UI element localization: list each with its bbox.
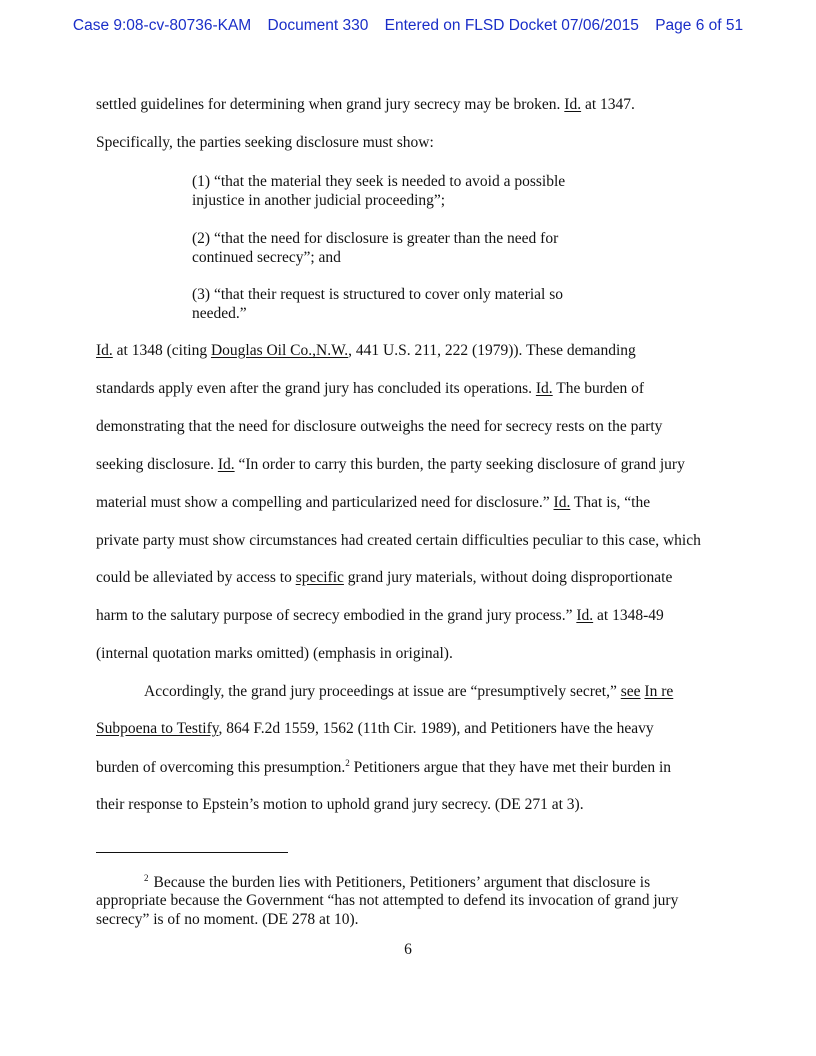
body-line: (internal quotation marks omitted) (emphasis in original).: [96, 645, 453, 662]
footnote: [96, 869, 716, 929]
page-number: 6: [404, 941, 412, 958]
body-line: seeking disclosure. Id. “In order to carry this burden, the party seeking disclosure of grand jury: [96, 456, 685, 473]
id-citation: Id.: [553, 494, 571, 511]
id-citation: Id.: [96, 342, 113, 359]
id-citation: Id.: [217, 456, 235, 473]
id-citation: Id.: [564, 96, 582, 113]
docket-header: [0, 17, 816, 35]
page-of: Page 6 of 51: [655, 17, 744, 34]
body-line: could be alleviated by access to specific grand jury materials, without doing disproportionate: [96, 569, 673, 586]
footnote-divider: [96, 852, 288, 853]
body-line: Accordingly, the grand jury proceedings at issue are “presumptively secret,” see In re: [144, 683, 674, 700]
document-number: Document 330: [267, 17, 369, 34]
body-line: Specifically, the parties seeking disclosure must show:: [96, 134, 434, 151]
body-line: demonstrating that the need for disclosure outweighs the need for secrecy rests on the party: [96, 418, 663, 435]
body-line: standards apply even after the grand jury has concluded its operations. Id. The burden of: [96, 380, 645, 397]
body-line: their response to Epstein’s motion to uphold grand jury secrecy. (DE 271 at 3).: [96, 796, 584, 813]
block-quote-item: (1) “that the material they seek is needed to avoid a possible injustice in another judicial proceeding”;: [192, 173, 566, 209]
emphasis: specific: [295, 569, 344, 586]
body-line: burden of overcoming this presumption.$^2$ Petitioners argue that they have met their burden in: [96, 758, 671, 776]
body-line: private party must show circumstances had created certain difficulties peculiar to this case, which: [96, 532, 701, 549]
footnote-text: Because the burden lies with Petitioners, Petitioners’ argument that disclosure is appropriate because the Government “has not attempted to defend its invocation of grand jury secrecy” is of no moment. (DE 278 at 10).: [96, 874, 679, 928]
case-number: Case 9:08-cv-80736-KAM: [72, 17, 252, 34]
case-citation: Douglas Oil Co.,N.W.: [210, 342, 349, 359]
body-line: material must show a compelling and particularized need for disclosure.” Id. That is, “the: [96, 494, 651, 511]
footnote-reference[interactable]: 2: [345, 758, 350, 768]
signal-see: see: [620, 683, 641, 700]
body-line: settled guidelines for determining when grand jury secrecy may be broken. Id. at 1347.: [96, 96, 635, 113]
id-citation: Id.: [535, 380, 553, 397]
case-citation: In re: [644, 683, 674, 700]
body-line: Subpoena to Testify, 864 F.2d 1559, 1562 (11th Cir. 1989), and Petitioners have the heavy: [96, 720, 654, 737]
footnote-number: 2: [144, 873, 149, 883]
body-line: Id. at 1348 (citing Douglas Oil Co.,N.W., 441 U.S. 211, 222 (1979)). These demanding: [96, 342, 636, 359]
docket-entry: Entered on FLSD Docket 07/06/2015: [384, 17, 639, 34]
case-citation: Subpoena to Testify: [96, 720, 219, 737]
block-quote-item: (2) “that the need for disclosure is greater than the need for continued secrecy”; and: [192, 230, 559, 266]
body-line: harm to the salutary purpose of secrecy embodied in the grand jury process.” Id. at 1348-49: [96, 607, 664, 624]
block-quote-item: (3) “that their request is structured to cover only material so needed.”: [192, 286, 564, 322]
id-citation: Id.: [576, 607, 594, 624]
